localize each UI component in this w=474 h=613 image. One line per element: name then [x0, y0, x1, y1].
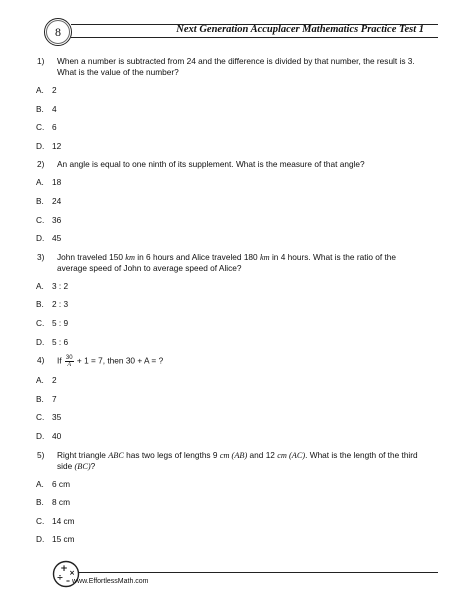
question-stem — [36, 159, 428, 170]
option-letter: D. — [36, 534, 45, 545]
option-value: 40 — [52, 430, 62, 441]
option-value: 5 : 6 — [52, 336, 69, 347]
questions-content — [36, 56, 428, 553]
question-text-part: John traveled 150 — [57, 251, 126, 262]
option-letter: B. — [36, 103, 44, 114]
option-letter: D. — [36, 233, 45, 244]
option-letter: D. — [36, 140, 45, 151]
question-stem — [36, 450, 428, 472]
option-letter: A. — [36, 478, 44, 489]
page-footer — [48, 560, 438, 590]
answer-option — [36, 281, 428, 292]
footer-url: www.EffortlessMath.com — [72, 578, 149, 585]
option-letter: B. — [36, 299, 44, 310]
option-value: 18 — [52, 177, 62, 188]
answer-option — [36, 375, 428, 386]
question-number: 2) — [37, 159, 45, 170]
option-letter: B. — [36, 393, 44, 404]
question-block — [36, 159, 428, 244]
question-text-part: If — [57, 355, 64, 366]
option-value: 6 — [52, 122, 57, 133]
option-letter: C. — [36, 122, 45, 133]
header-rule-bottom — [71, 37, 438, 38]
question-number: 4) — [37, 355, 45, 366]
option-value: 36 — [52, 214, 62, 225]
option-value: 12 — [52, 140, 62, 151]
option-value: 3 : 2 — [52, 280, 69, 291]
question-text-part: in 4 hours. What is the ratio of the average speed of John to average speed of Alice? — [57, 251, 397, 273]
answer-option — [36, 215, 428, 226]
answer-option — [36, 431, 428, 442]
option-letter: A. — [36, 85, 44, 95]
answer-option — [36, 479, 428, 490]
option-letter: C. — [36, 317, 45, 328]
option-letter: B. — [36, 497, 44, 508]
question-stem — [36, 355, 428, 368]
answer-option — [36, 196, 428, 207]
option-value: 7 — [52, 393, 57, 404]
page-number-text: 8 — [55, 24, 61, 39]
option-letter: A. — [36, 375, 44, 386]
question-text-part: in 6 hours and Alice traveled 180 — [134, 251, 260, 262]
header-title: Next Generation Accuplacer Mathematics Practice Test 1 — [176, 24, 424, 35]
svg-text:×: × — [69, 569, 75, 577]
question-text — [57, 450, 428, 472]
option-letter: C. — [36, 412, 45, 423]
question-number: 5) — [37, 449, 45, 460]
option-value: 8 cm — [52, 497, 70, 508]
answer-option — [36, 141, 428, 152]
question-math: (BC) — [74, 461, 91, 471]
option-value: 45 — [52, 233, 62, 244]
question-math: km — [259, 252, 270, 262]
option-letter: C. — [36, 214, 45, 225]
question-text-part: and 12 — [247, 449, 278, 460]
svg-text:+: + — [60, 564, 68, 574]
question-block — [36, 56, 428, 152]
answer-option — [36, 85, 428, 96]
option-value: 14 cm — [52, 515, 75, 526]
answer-option — [36, 412, 428, 423]
question-text: When a number is subtracted from 24 and the difference is divided by that number, the result is 3. What is the value of the number? — [57, 56, 415, 77]
question-text-part: + 1 = 7, then 30 + A = ? — [74, 355, 164, 366]
option-value: 15 cm — [52, 534, 75, 545]
question-number: 3) — [37, 251, 45, 262]
answer-option — [36, 337, 428, 348]
question-math: cm (AC) — [277, 450, 306, 460]
svg-text:–: – — [66, 576, 70, 585]
fraction-denominator: A — [67, 362, 72, 369]
option-letter: D. — [36, 336, 45, 347]
page-header — [44, 18, 438, 48]
question-stem — [36, 252, 428, 274]
option-value: 2 : 3 — [52, 299, 69, 310]
answer-option — [36, 534, 428, 545]
question-stem — [36, 56, 428, 78]
question-text-part: . What is the length of the third side — [57, 449, 418, 471]
question-text-part: ? — [90, 460, 96, 471]
option-value: 2 — [52, 85, 57, 95]
question-text-part: Right triangle — [57, 449, 109, 460]
question-text: An angle is equal to one ninth of its supplement. What is the measure of that angle? — [57, 159, 365, 170]
question-text — [57, 252, 428, 274]
footer-rule — [76, 572, 438, 573]
option-letter: B. — [36, 195, 44, 206]
option-value: 2 — [52, 375, 57, 386]
option-value: 5 : 9 — [52, 317, 69, 328]
question-block — [36, 252, 428, 348]
answer-option — [36, 318, 428, 329]
option-letter: A. — [36, 177, 44, 188]
question-math: km — [125, 252, 135, 262]
question-block — [36, 355, 428, 442]
question-math: ABC — [108, 450, 124, 460]
answer-option — [36, 122, 428, 133]
answer-option — [36, 516, 428, 527]
fraction-numerator: 30 — [65, 355, 73, 362]
option-letter: A. — [36, 280, 44, 291]
answer-option — [36, 394, 428, 405]
answer-option — [36, 177, 428, 188]
question-number: 1) — [37, 56, 45, 66]
option-value: 6 cm — [52, 478, 70, 489]
option-letter: C. — [36, 515, 45, 526]
answer-option — [36, 497, 428, 508]
option-letter: D. — [36, 430, 45, 441]
fraction — [65, 355, 74, 368]
answer-option — [36, 233, 428, 244]
answer-option — [36, 104, 428, 115]
question-text-part: has two legs of lengths 9 — [123, 449, 220, 460]
option-value: 4 — [52, 103, 57, 114]
option-value: 24 — [52, 195, 62, 206]
question-math: cm (AB) — [219, 450, 248, 460]
option-value: 35 — [52, 412, 62, 423]
question-block — [36, 450, 428, 546]
page-number — [44, 18, 72, 46]
svg-text:÷: ÷ — [56, 573, 64, 582]
question-text — [57, 355, 428, 368]
answer-option — [36, 299, 428, 310]
